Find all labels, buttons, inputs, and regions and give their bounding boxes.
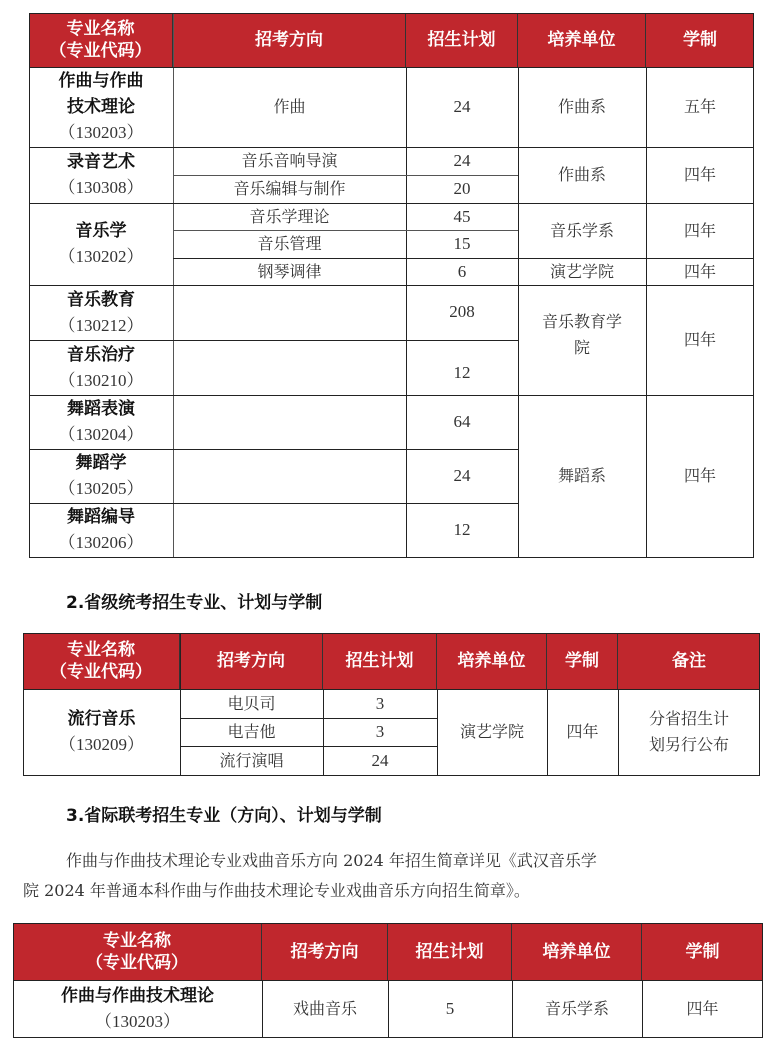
major-code: （130212）	[58, 315, 144, 335]
plan-cell: 5	[445, 998, 455, 1018]
direction-cell: 音乐音响导演	[241, 151, 338, 170]
major-name: 作曲与作曲技术理论	[61, 985, 214, 1006]
plan-cell: 3	[375, 693, 385, 713]
header-major	[13, 923, 262, 980]
table-row-major	[29, 285, 173, 340]
table-border	[518, 67, 519, 558]
table-border	[29, 13, 754, 14]
table-row-major	[29, 449, 173, 503]
plan-cell: 3	[375, 722, 385, 741]
unit-cell: 音乐学系	[544, 998, 609, 1018]
table-border	[646, 67, 647, 558]
direction-cell: 流行演唱	[219, 750, 284, 770]
table-border	[618, 689, 619, 776]
table-border	[180, 633, 181, 776]
header-plan: 招生计划	[323, 633, 437, 689]
table-border	[29, 340, 518, 341]
unit-label: 院	[573, 338, 590, 357]
table-border	[180, 718, 437, 719]
table-border	[173, 258, 754, 259]
section-3-title: 3.省际联考招生专业（方向）、计划与学制	[66, 806, 382, 826]
header-direction: 招考方向	[180, 633, 323, 689]
table-border	[29, 557, 754, 558]
table-border	[323, 689, 324, 776]
table-border	[13, 980, 763, 981]
table-row-major	[29, 67, 173, 147]
remark-text: 分省招生计	[648, 709, 729, 728]
plan-cell: 12	[453, 362, 471, 382]
remark-text: 划另行公布	[648, 735, 729, 754]
table-border	[29, 67, 754, 68]
header-direction: 招考方向	[173, 13, 406, 67]
major-name: 舞蹈学	[75, 453, 127, 473]
header-duration: 学制	[642, 923, 763, 980]
table-row-major	[29, 203, 173, 285]
major-code: （130210）	[58, 370, 144, 390]
duration-cell: 四年	[683, 466, 716, 485]
header-major-label: 专业名称	[67, 640, 135, 660]
major-name: 技术理论	[67, 97, 135, 117]
table-row-major	[23, 689, 180, 775]
section-3-paragraph-line-2: 院 2024 年普通本科作曲与作曲技术理论专业戏曲音乐方向招生简章》。	[23, 881, 530, 900]
direction-cell: 电贝司	[227, 693, 276, 713]
direction-cell: 戏曲音乐	[292, 998, 357, 1018]
table-row-major	[29, 503, 173, 557]
plan-cell: 12	[453, 520, 471, 539]
header-unit: 培养单位	[518, 13, 646, 67]
plan-cell: 15	[453, 234, 471, 253]
header-plan: 招生计划	[406, 13, 518, 67]
direction-cell: 作曲	[273, 97, 306, 116]
table-row-major	[13, 980, 262, 1037]
major-code: （130204）	[58, 425, 144, 444]
table-border	[180, 746, 437, 747]
direction-cell: 音乐管理	[257, 234, 322, 253]
header-duration: 学制	[646, 13, 754, 67]
header-duration: 学制	[547, 633, 618, 689]
table-row-major	[29, 147, 173, 203]
unit-label: 音乐教育学	[541, 312, 622, 331]
plan-cell: 24	[371, 750, 389, 770]
duration-cell: 四年	[683, 220, 716, 240]
table-border	[262, 980, 263, 1038]
direction-cell: 音乐学理论	[249, 206, 330, 226]
header-unit: 培养单位	[437, 633, 547, 689]
unit-cell: 音乐学系	[549, 220, 614, 240]
remark-cell	[618, 689, 760, 775]
table-border	[29, 503, 518, 504]
table-row-major	[29, 340, 173, 395]
duration-cell: 四年	[566, 722, 599, 741]
table-border	[547, 689, 548, 776]
table-border	[29, 395, 754, 396]
header-plan: 招生计划	[388, 923, 512, 980]
major-code: （130203）	[95, 1011, 180, 1031]
unit-cell-dance: 舞蹈系	[557, 466, 606, 485]
header-major	[29, 13, 173, 67]
direction-cell: 音乐编辑与制作	[233, 179, 346, 198]
major-code: （130209）	[59, 735, 144, 754]
plan-cell: 24	[453, 97, 471, 116]
table-border	[13, 923, 763, 924]
header-direction: 招考方向	[262, 923, 388, 980]
table-border	[29, 203, 754, 204]
major-name: 音乐学	[75, 221, 127, 241]
major-code: （130203）	[58, 123, 144, 142]
header-major-code-label: （专业代码）	[49, 41, 152, 61]
plan-cell: 64	[453, 412, 471, 431]
table-border	[29, 285, 754, 286]
major-name: 舞蹈表演	[67, 399, 135, 419]
major-code: （130206）	[58, 533, 144, 552]
table-border	[406, 67, 407, 558]
plan-cell: 208	[449, 302, 475, 321]
plan-cell: 6	[457, 261, 467, 281]
table-border	[23, 633, 24, 776]
duration-cell: 四年	[683, 261, 716, 281]
plan-cell: 24	[453, 466, 471, 485]
header-major	[23, 633, 180, 689]
unit-cell: 演艺学院	[549, 261, 614, 281]
header-major-label: 专业名称	[66, 19, 135, 39]
table-border	[23, 775, 760, 776]
table-border	[29, 449, 518, 450]
plan-cell: 24	[453, 151, 471, 170]
unit-cell: 演艺学院	[459, 722, 524, 741]
table-row-major	[29, 395, 173, 449]
table-border	[388, 980, 389, 1038]
direction-cell: 钢琴调律	[257, 261, 322, 281]
duration-cell: 四年	[683, 330, 716, 349]
major-code: （130202）	[58, 247, 144, 266]
table-border	[512, 980, 513, 1038]
duration-cell: 四年	[686, 998, 719, 1018]
major-code: （130205）	[58, 479, 144, 498]
table-border	[23, 689, 760, 690]
major-name: 作曲与作曲	[58, 71, 144, 91]
major-code: （130308）	[58, 178, 144, 197]
header-major-label: 专业名称	[103, 930, 171, 951]
unit-cell: 作曲系	[557, 97, 606, 116]
major-name: 流行音乐	[67, 709, 136, 729]
table-border	[437, 689, 438, 776]
table-border	[173, 230, 518, 231]
major-name: 录音艺术	[67, 152, 135, 172]
major-name: 音乐教育	[67, 289, 135, 310]
major-name: 舞蹈编导	[67, 507, 135, 527]
header-major-code-label: （专业代码）	[50, 662, 152, 682]
major-name: 音乐治疗	[67, 344, 135, 365]
unit-cell-music-education	[518, 285, 646, 395]
duration-cell: 五年	[683, 97, 716, 116]
header-remark: 备注	[618, 633, 760, 689]
direction-cell: 电吉他	[227, 722, 276, 741]
table-border	[759, 633, 760, 776]
plan-cell: 20	[453, 179, 471, 198]
unit-cell: 作曲系	[557, 165, 606, 184]
table-border	[23, 633, 760, 634]
section-3-paragraph-line-1: 作曲与作曲技术理论专业戏曲音乐方向 2024 年招生简章详见《武汉音乐学	[66, 851, 597, 870]
header-major-code-label: （专业代码）	[86, 952, 188, 973]
table-border	[173, 175, 518, 176]
table-border	[29, 147, 754, 148]
header-unit: 培养单位	[512, 923, 642, 980]
table-border	[642, 980, 643, 1038]
section-2-title: 2.省级统考招生专业、计划与学制	[66, 593, 323, 613]
plan-cell: 45	[453, 206, 471, 226]
table-border	[13, 1037, 763, 1038]
duration-cell: 四年	[683, 165, 716, 184]
